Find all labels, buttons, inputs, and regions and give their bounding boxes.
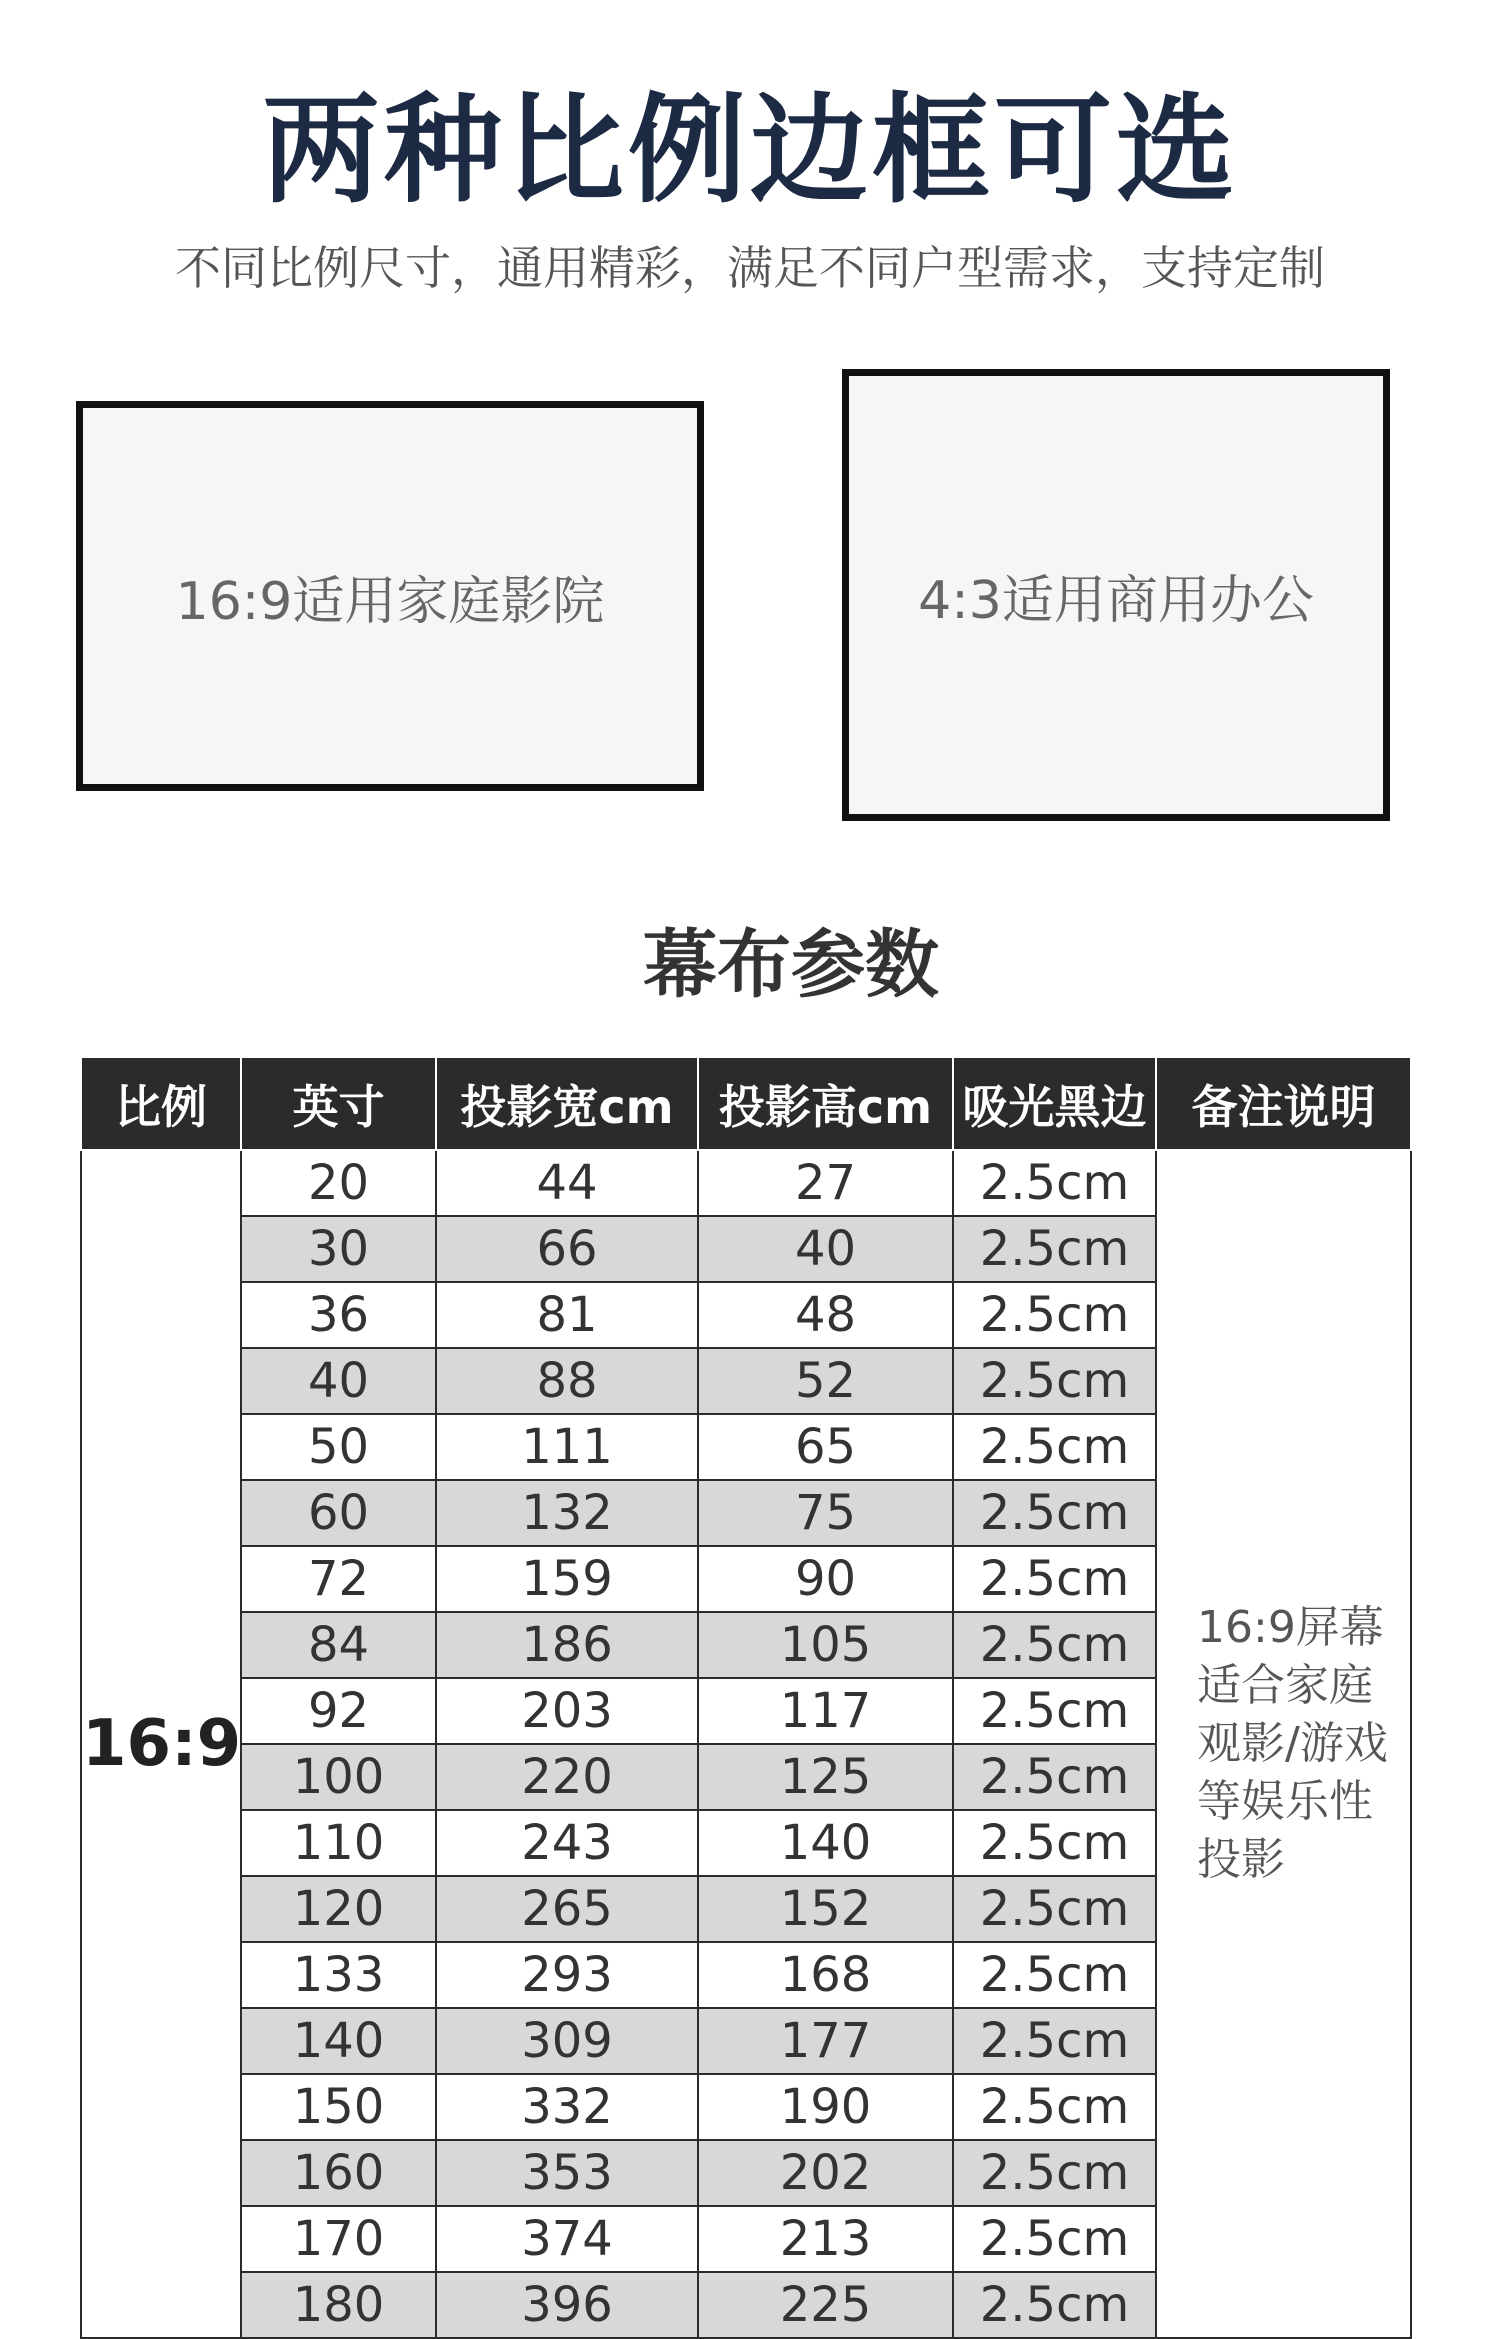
cell-width: 66 bbox=[436, 1216, 698, 1282]
cell-width: 111 bbox=[436, 1414, 698, 1480]
cell-inch: 92 bbox=[241, 1678, 436, 1744]
cell-border: 2.5cm bbox=[953, 2272, 1156, 2338]
header-inch: 英寸 bbox=[241, 1057, 436, 1150]
frame-4-3 bbox=[842, 369, 1390, 821]
cell-height: 125 bbox=[698, 1744, 953, 1810]
cell-inch: 140 bbox=[241, 2008, 436, 2074]
cell-inch: 133 bbox=[241, 1942, 436, 2008]
cell-inch: 120 bbox=[241, 1876, 436, 1942]
cell-border: 2.5cm bbox=[953, 1942, 1156, 2008]
cell-inch: 84 bbox=[241, 1612, 436, 1678]
cell-width: 159 bbox=[436, 1546, 698, 1612]
cell-width: 186 bbox=[436, 1612, 698, 1678]
cell-height: 225 bbox=[698, 2272, 953, 2338]
cell-height: 202 bbox=[698, 2140, 953, 2206]
cell-width: 293 bbox=[436, 1942, 698, 2008]
cell-border: 2.5cm bbox=[953, 1546, 1156, 1612]
cell-border: 2.5cm bbox=[953, 1480, 1156, 1546]
cell-border: 2.5cm bbox=[953, 1678, 1156, 1744]
cell-inch: 36 bbox=[241, 1282, 436, 1348]
cell-height: 48 bbox=[698, 1282, 953, 1348]
cell-height: 52 bbox=[698, 1348, 953, 1414]
page-subtitle: 不同比例尺寸，通用精彩，满足不同户型需求，支持定制 bbox=[175, 241, 1325, 295]
cell-border: 2.5cm bbox=[953, 2074, 1156, 2140]
cell-width: 396 bbox=[436, 2272, 698, 2338]
section-title: 幕布参数 bbox=[643, 922, 939, 1008]
cell-inch: 72 bbox=[241, 1546, 436, 1612]
cell-border: 2.5cm bbox=[953, 2140, 1156, 2206]
cell-border: 2.5cm bbox=[953, 1150, 1156, 1216]
cell-inch: 100 bbox=[241, 1744, 436, 1810]
table-header-row bbox=[81, 1057, 1411, 1150]
cell-border: 2.5cm bbox=[953, 2008, 1156, 2074]
cell-height: 168 bbox=[698, 1942, 953, 2008]
page-title: 两种比例边框可选 bbox=[261, 81, 1238, 219]
table-row bbox=[81, 1150, 1411, 1216]
frame-16-9-label: 16:9适用家庭影院 bbox=[175, 571, 605, 632]
cell-width: 132 bbox=[436, 1480, 698, 1546]
cell-border: 2.5cm bbox=[953, 1612, 1156, 1678]
cell-width: 203 bbox=[436, 1678, 698, 1744]
frame-4-3-label: 4:3适用商用办公 bbox=[918, 570, 1314, 631]
header-border: 吸光黑边 bbox=[953, 1057, 1156, 1150]
cell-width: 44 bbox=[436, 1150, 698, 1216]
cell-height: 152 bbox=[698, 1876, 953, 1942]
spec-table-body bbox=[81, 1150, 1411, 2338]
cell-width: 243 bbox=[436, 1810, 698, 1876]
cell-border: 2.5cm bbox=[953, 1348, 1156, 1414]
cell-width: 374 bbox=[436, 2206, 698, 2272]
cell-border: 2.5cm bbox=[953, 1876, 1156, 1942]
cell-height: 140 bbox=[698, 1810, 953, 1876]
note-cell bbox=[1156, 1150, 1411, 2338]
cell-inch: 60 bbox=[241, 1480, 436, 1546]
cell-border: 2.5cm bbox=[953, 1414, 1156, 1480]
cell-height: 213 bbox=[698, 2206, 953, 2272]
cell-height: 105 bbox=[698, 1612, 953, 1678]
cell-width: 88 bbox=[436, 1348, 698, 1414]
cell-width: 332 bbox=[436, 2074, 698, 2140]
cell-height: 190 bbox=[698, 2074, 953, 2140]
cell-border: 2.5cm bbox=[953, 1216, 1156, 1282]
cell-border: 2.5cm bbox=[953, 1810, 1156, 1876]
cell-inch: 50 bbox=[241, 1414, 436, 1480]
cell-inch: 170 bbox=[241, 2206, 436, 2272]
cell-height: 117 bbox=[698, 1678, 953, 1744]
cell-inch: 150 bbox=[241, 2074, 436, 2140]
header-note: 备注说明 bbox=[1156, 1057, 1411, 1150]
cell-inch: 20 bbox=[241, 1150, 436, 1216]
note-text: 16:9屏幕适合家庭观影/游戏等娱乐性投影 bbox=[1197, 1602, 1388, 1885]
header-ratio: 比例 bbox=[81, 1057, 241, 1150]
cell-inch: 110 bbox=[241, 1810, 436, 1876]
cell-inch: 40 bbox=[241, 1348, 436, 1414]
cell-width: 353 bbox=[436, 2140, 698, 2206]
cell-border: 2.5cm bbox=[953, 1282, 1156, 1348]
cell-height: 90 bbox=[698, 1546, 953, 1612]
cell-border: 2.5cm bbox=[953, 2206, 1156, 2272]
frame-16-9 bbox=[76, 401, 704, 791]
cell-border: 2.5cm bbox=[953, 1744, 1156, 1810]
spec-table bbox=[80, 1056, 1412, 2339]
ratio-cell: 16:9 bbox=[81, 1150, 241, 2338]
cell-inch: 180 bbox=[241, 2272, 436, 2338]
cell-height: 40 bbox=[698, 1216, 953, 1282]
header-width: 投影宽cm bbox=[436, 1057, 698, 1150]
cell-inch: 160 bbox=[241, 2140, 436, 2206]
header-height: 投影高cm bbox=[698, 1057, 953, 1150]
cell-width: 265 bbox=[436, 1876, 698, 1942]
cell-height: 65 bbox=[698, 1414, 953, 1480]
cell-width: 81 bbox=[436, 1282, 698, 1348]
cell-height: 75 bbox=[698, 1480, 953, 1546]
cell-width: 220 bbox=[436, 1744, 698, 1810]
cell-height: 177 bbox=[698, 2008, 953, 2074]
cell-inch: 30 bbox=[241, 1216, 436, 1282]
cell-height: 27 bbox=[698, 1150, 953, 1216]
cell-width: 309 bbox=[436, 2008, 698, 2074]
